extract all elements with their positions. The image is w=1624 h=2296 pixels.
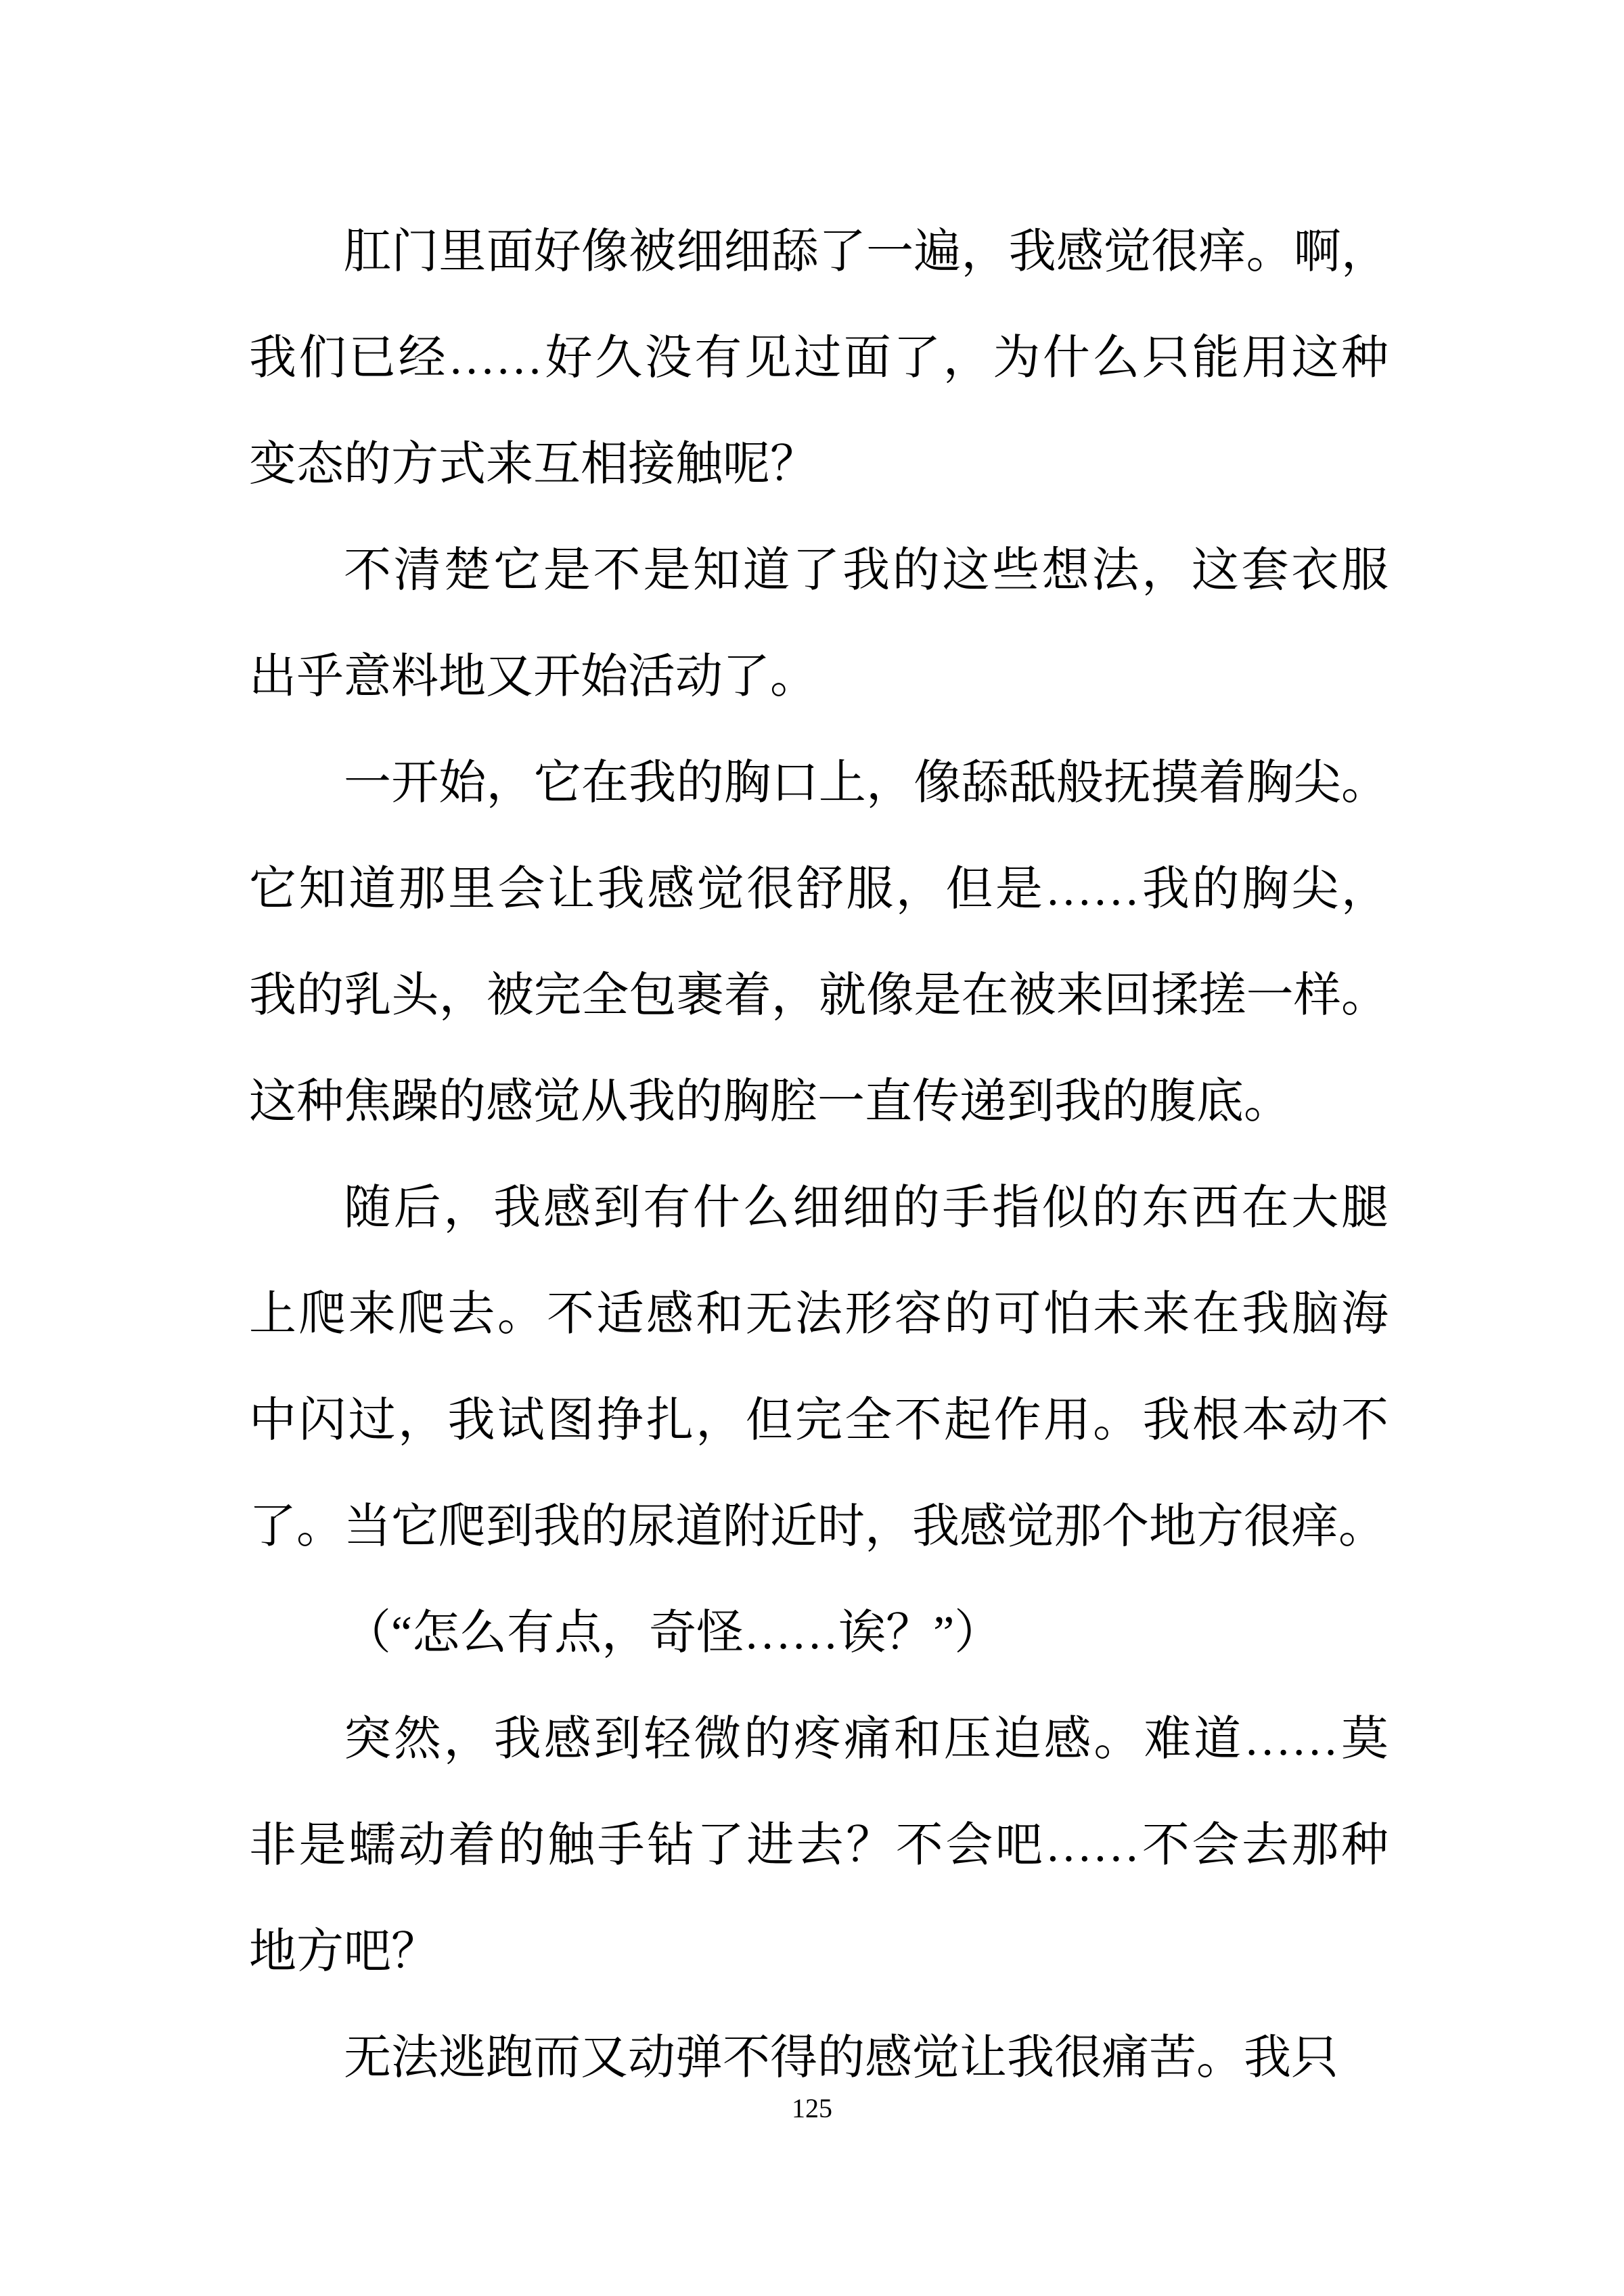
text-line: 它知道那里会让我感觉很舒服，但是……我的胸尖， [249, 863, 1389, 916]
text-line: 这种焦躁的感觉从我的胸腔一直传递到我的腹底。 [249, 1076, 1291, 1128]
text-line: 变态的方式来互相接触呢？ [249, 438, 817, 491]
text-line: 了。当它爬到我的尿道附近时，我感觉那个地方很痒。 [249, 1501, 1386, 1553]
text-line: 不清楚它是不是知道了我的这些想法，这套衣服 [344, 545, 1389, 597]
page-number: 125 [792, 2093, 832, 2123]
text-line: 我的乳头，被完全包裹着，就像是在被来回揉搓一样。 [249, 970, 1389, 1022]
text-line: 我们已经……好久没有见过面了，为什么只能用这种 [249, 332, 1389, 384]
text-line: 随后，我感到有什么细细的手指似的东西在大腿 [344, 1182, 1389, 1234]
text-line: 中闪过，我试图挣扎，但完全不起作用。我根本动不 [249, 1395, 1389, 1447]
text-line: 出乎意料地又开始活动了。 [249, 651, 817, 703]
text-line: （“怎么有点，奇怪……诶？”） [344, 1607, 1002, 1659]
text-block [249, 199, 1389, 2111]
text-line: 一开始，它在我的胸口上，像舔舐般抚摸着胸尖。 [344, 757, 1389, 809]
text-line: 地方吧？ [249, 1926, 438, 1978]
text-line: 肛门里面好像被细细舔了一遍，我感觉很痒。啊， [344, 226, 1389, 278]
text-line: 突然，我感到轻微的疼痛和压迫感。难道……莫 [344, 1713, 1389, 1765]
text-line: 无法逃跑而又动弹不得的感觉让我很痛苦。我只 [344, 2032, 1338, 2084]
text-line: 非是蠕动着的触手钻了进去？不会吧……不会去那种 [249, 1820, 1389, 1872]
text-line: 上爬来爬去。不适感和无法形容的可怕未来在我脑海 [249, 1288, 1389, 1341]
